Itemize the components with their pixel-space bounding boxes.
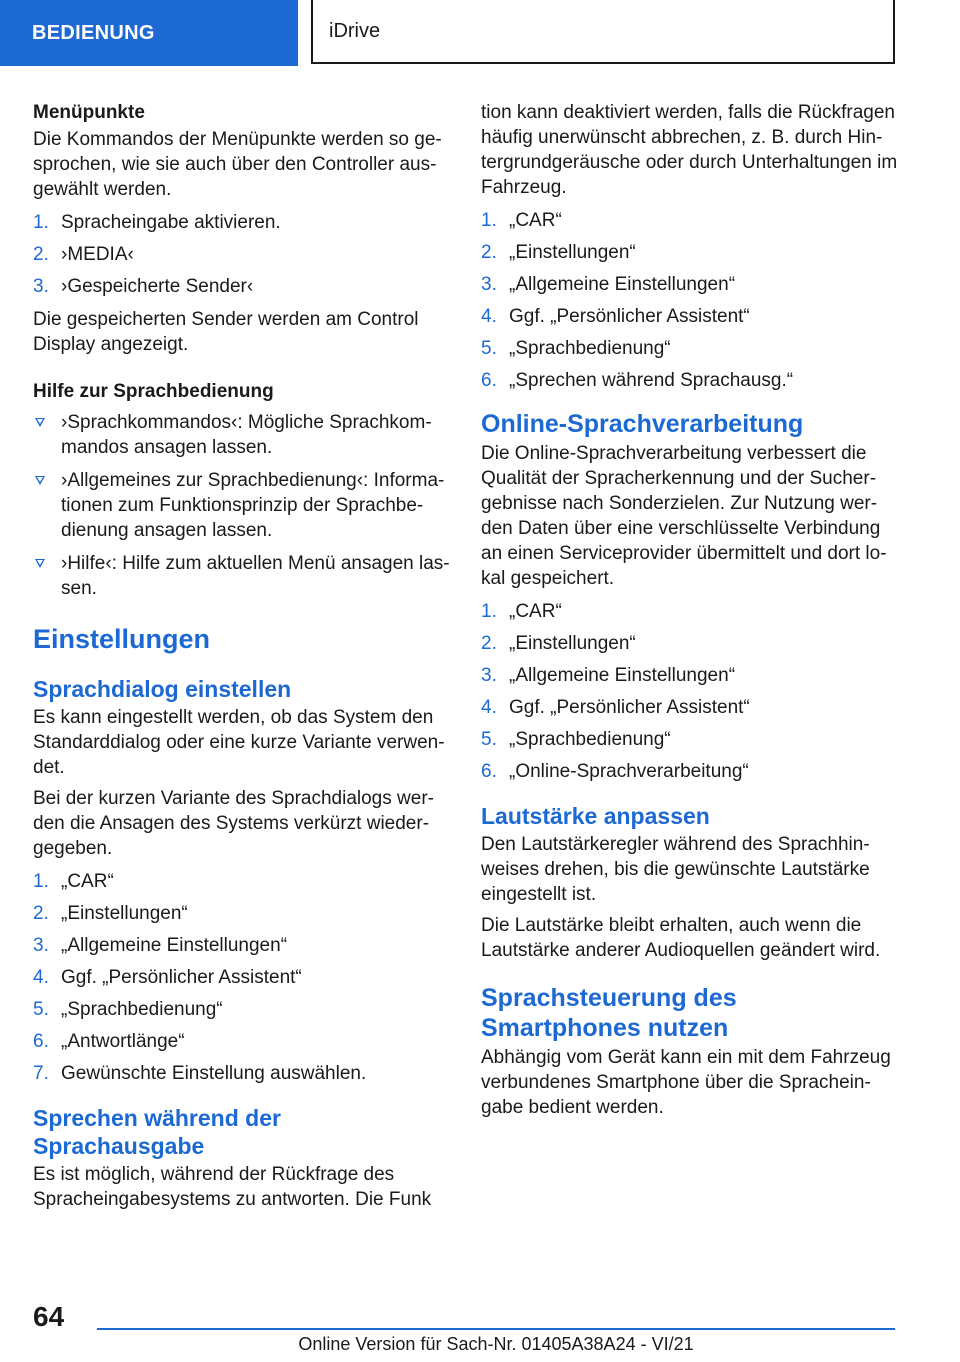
- volume-text-2: Die Lautstärke bleibt erhalten, auch wenn die Lautstärke anderer Audioquellen geändert wird.: [481, 915, 881, 961]
- phone-text: Abhängig vom Gerät kann ein mit dem Fahrzeug verbundenes Smartphone über die Spracheingabe bedient werden.: [481, 1047, 891, 1118]
- list-item: [481, 272, 899, 297]
- step-number: 5.: [481, 729, 497, 750]
- list-item: [481, 599, 899, 624]
- step-number: 4.: [481, 306, 497, 327]
- list-item: [481, 663, 899, 688]
- list-item: [33, 1029, 451, 1054]
- step-text: „Sprachbedienung“: [509, 729, 671, 750]
- list-item: [481, 368, 899, 393]
- step-number: 2.: [33, 903, 49, 924]
- phone-title-line2: Smartphones nutzen: [481, 1014, 729, 1042]
- step-number: 3.: [481, 665, 497, 686]
- speak-text-continued: tion kann deaktiviert werden, falls die Rückfragen häufig unerwünscht abbrechen, z. B. durch Hintergrundgeräusche oder durch Unterhaltungen im Fahrzeug.: [481, 102, 898, 198]
- bullet-text: ›Sprachkommandos‹: Mögliche Sprachkommandos ansagen lassen.: [61, 412, 432, 458]
- phone-title-line1: Sprachsteuerung des: [481, 984, 737, 1012]
- dialog-title: Sprachdialog einstellen: [33, 676, 292, 702]
- settings-title: Einstellungen: [33, 624, 211, 654]
- speak-title: [33, 1104, 451, 1160]
- list-item: [481, 240, 899, 265]
- speak-title-line2: Sprachausgabe: [33, 1133, 205, 1159]
- list-item: [481, 304, 899, 329]
- list-item: [33, 468, 451, 543]
- list-item: [481, 631, 899, 656]
- step-number: 3.: [33, 276, 49, 297]
- step-text: „Sprachbedienung“: [509, 338, 671, 359]
- list-item: [33, 210, 451, 235]
- step-number: 7.: [33, 1063, 49, 1084]
- step-number: 2.: [33, 244, 49, 265]
- step-number: 3.: [481, 274, 497, 295]
- section-tab: BEDIENUNG: [0, 0, 298, 66]
- step-number: 4.: [33, 967, 49, 988]
- list-item: [33, 933, 451, 958]
- step-number: 5.: [481, 338, 497, 359]
- triangle-bullet-icon: [35, 559, 45, 568]
- menu-intro: Die Kommandos der Menüpunkte werden so gesprochen, wie sie auch über den Controller ausgewählt werden.: [33, 129, 442, 200]
- dialog-text-2: Bei der kurzen Variante des Sprachdialogs werden die Ansagen des Systems verkürzt wiedergegeben.: [33, 788, 434, 859]
- step-text: „Sprechen während Sprachausg.“: [509, 370, 794, 391]
- speak-steps: [481, 208, 899, 393]
- step-text: Ggf. „Persönlicher Assistent“: [509, 697, 750, 718]
- footer-divider: [97, 1328, 895, 1330]
- list-item: [33, 869, 451, 894]
- step-number: 6.: [481, 761, 497, 782]
- volume-text-1: Den Lautstärkeregler während des Sprachhinweises drehen, bis die gewünschte Lautstärke eingestellt ist.: [481, 834, 870, 905]
- menu-heading: Menüpunkte: [33, 102, 145, 123]
- page-header: [0, 0, 960, 66]
- triangle-bullet-icon: [35, 476, 45, 485]
- right-column: [481, 100, 899, 1126]
- online-title: Online-Sprachverarbeitung: [481, 410, 804, 438]
- online-text: Die Online-Sprachverarbeitung verbessert die Qualität der Spracherkennung und der Suchergebnisse nach Sonderzielen. Zur Nutzung werden Daten über eine verschlüsselte Verbindung an einen Serviceprovider übermittelt und dort lokal gespeichert.: [481, 443, 887, 589]
- step-number: 6.: [481, 370, 497, 391]
- step-text: „Antwortlänge“: [61, 1031, 185, 1052]
- list-item: [481, 727, 899, 752]
- help-list: [33, 410, 451, 601]
- help-heading: Hilfe zur Sprachbedienung: [33, 381, 274, 402]
- step-number: 2.: [481, 633, 497, 654]
- dialog-text-1: Es kann eingestellt werden, ob das System den Standarddialog oder eine kurze Variante verwendet.: [33, 707, 445, 778]
- step-text: „CAR“: [509, 210, 562, 231]
- step-text: ›Gespeicherte Sender‹: [61, 276, 254, 297]
- menu-steps: [33, 210, 451, 299]
- volume-title: Lautstärke anpassen: [481, 803, 710, 829]
- step-text: „Allgemeine Einstellungen“: [509, 274, 736, 295]
- list-item: [33, 242, 451, 267]
- step-text: „Allgemeine Einstellungen“: [61, 935, 288, 956]
- step-number: 2.: [481, 242, 497, 263]
- step-text: Gewünschte Einstellung auswählen.: [61, 1063, 367, 1084]
- step-number: 1.: [481, 210, 497, 231]
- step-text: „Einstellungen“: [509, 633, 636, 654]
- step-text: ›MEDIA‹: [61, 244, 134, 265]
- step-number: 1.: [33, 212, 49, 233]
- list-item: [33, 410, 451, 460]
- step-text: „Einstellungen“: [509, 242, 636, 263]
- step-text: „CAR“: [509, 601, 562, 622]
- online-version-note: Online Version für Sach-Nr. 01405A38A24 - VI/21: [298, 1334, 694, 1354]
- page-number: 64: [33, 1301, 65, 1332]
- list-item: [481, 759, 899, 784]
- list-item: [33, 901, 451, 926]
- step-text: „CAR“: [61, 871, 114, 892]
- step-text: Spracheingabe aktivieren.: [61, 212, 281, 233]
- step-text: „Allgemeine Einstellungen“: [509, 665, 736, 686]
- list-item: [481, 208, 899, 233]
- list-item: [33, 997, 451, 1022]
- speak-title-line1: Sprechen während der: [33, 1105, 281, 1131]
- left-column: [33, 100, 451, 1218]
- menu-result: Die gespeicherten Sender werden am Control Display angezeigt.: [33, 309, 419, 355]
- list-item: [33, 1061, 451, 1086]
- step-number: 5.: [33, 999, 49, 1020]
- step-text: Ggf. „Persönlicher Assistent“: [61, 967, 302, 988]
- list-item: [481, 695, 899, 720]
- list-item: [33, 965, 451, 990]
- step-number: 3.: [33, 935, 49, 956]
- step-text: „Einstellungen“: [61, 903, 188, 924]
- step-text: Ggf. „Persönlicher Assistent“: [509, 306, 750, 327]
- step-number: 6.: [33, 1031, 49, 1052]
- online-steps: [481, 599, 899, 784]
- list-item: [33, 551, 451, 601]
- step-text: „Online-Sprachverarbeitung“: [509, 761, 749, 782]
- dialog-steps: [33, 869, 451, 1086]
- step-number: 4.: [481, 697, 497, 718]
- phone-title: [481, 983, 899, 1043]
- list-item: [481, 336, 899, 361]
- bullet-text: ›Hilfe‹: Hilfe zum aktuellen Menü ansagen lassen.: [61, 553, 450, 599]
- step-number: 1.: [33, 871, 49, 892]
- list-item: [33, 274, 451, 299]
- topic-label: iDrive: [311, 0, 895, 64]
- step-number: 1.: [481, 601, 497, 622]
- bullet-text: ›Allgemeines zur Sprachbedienung‹: Informationen zum Funktionsprinzip der Sprachbedienung ansagen lassen.: [61, 470, 445, 541]
- triangle-bullet-icon: [35, 418, 45, 427]
- step-text: „Sprachbedienung“: [61, 999, 223, 1020]
- speak-text: Es ist möglich, während der Rückfrage des Spracheingabesystems zu antworten. Die Funk: [33, 1164, 432, 1210]
